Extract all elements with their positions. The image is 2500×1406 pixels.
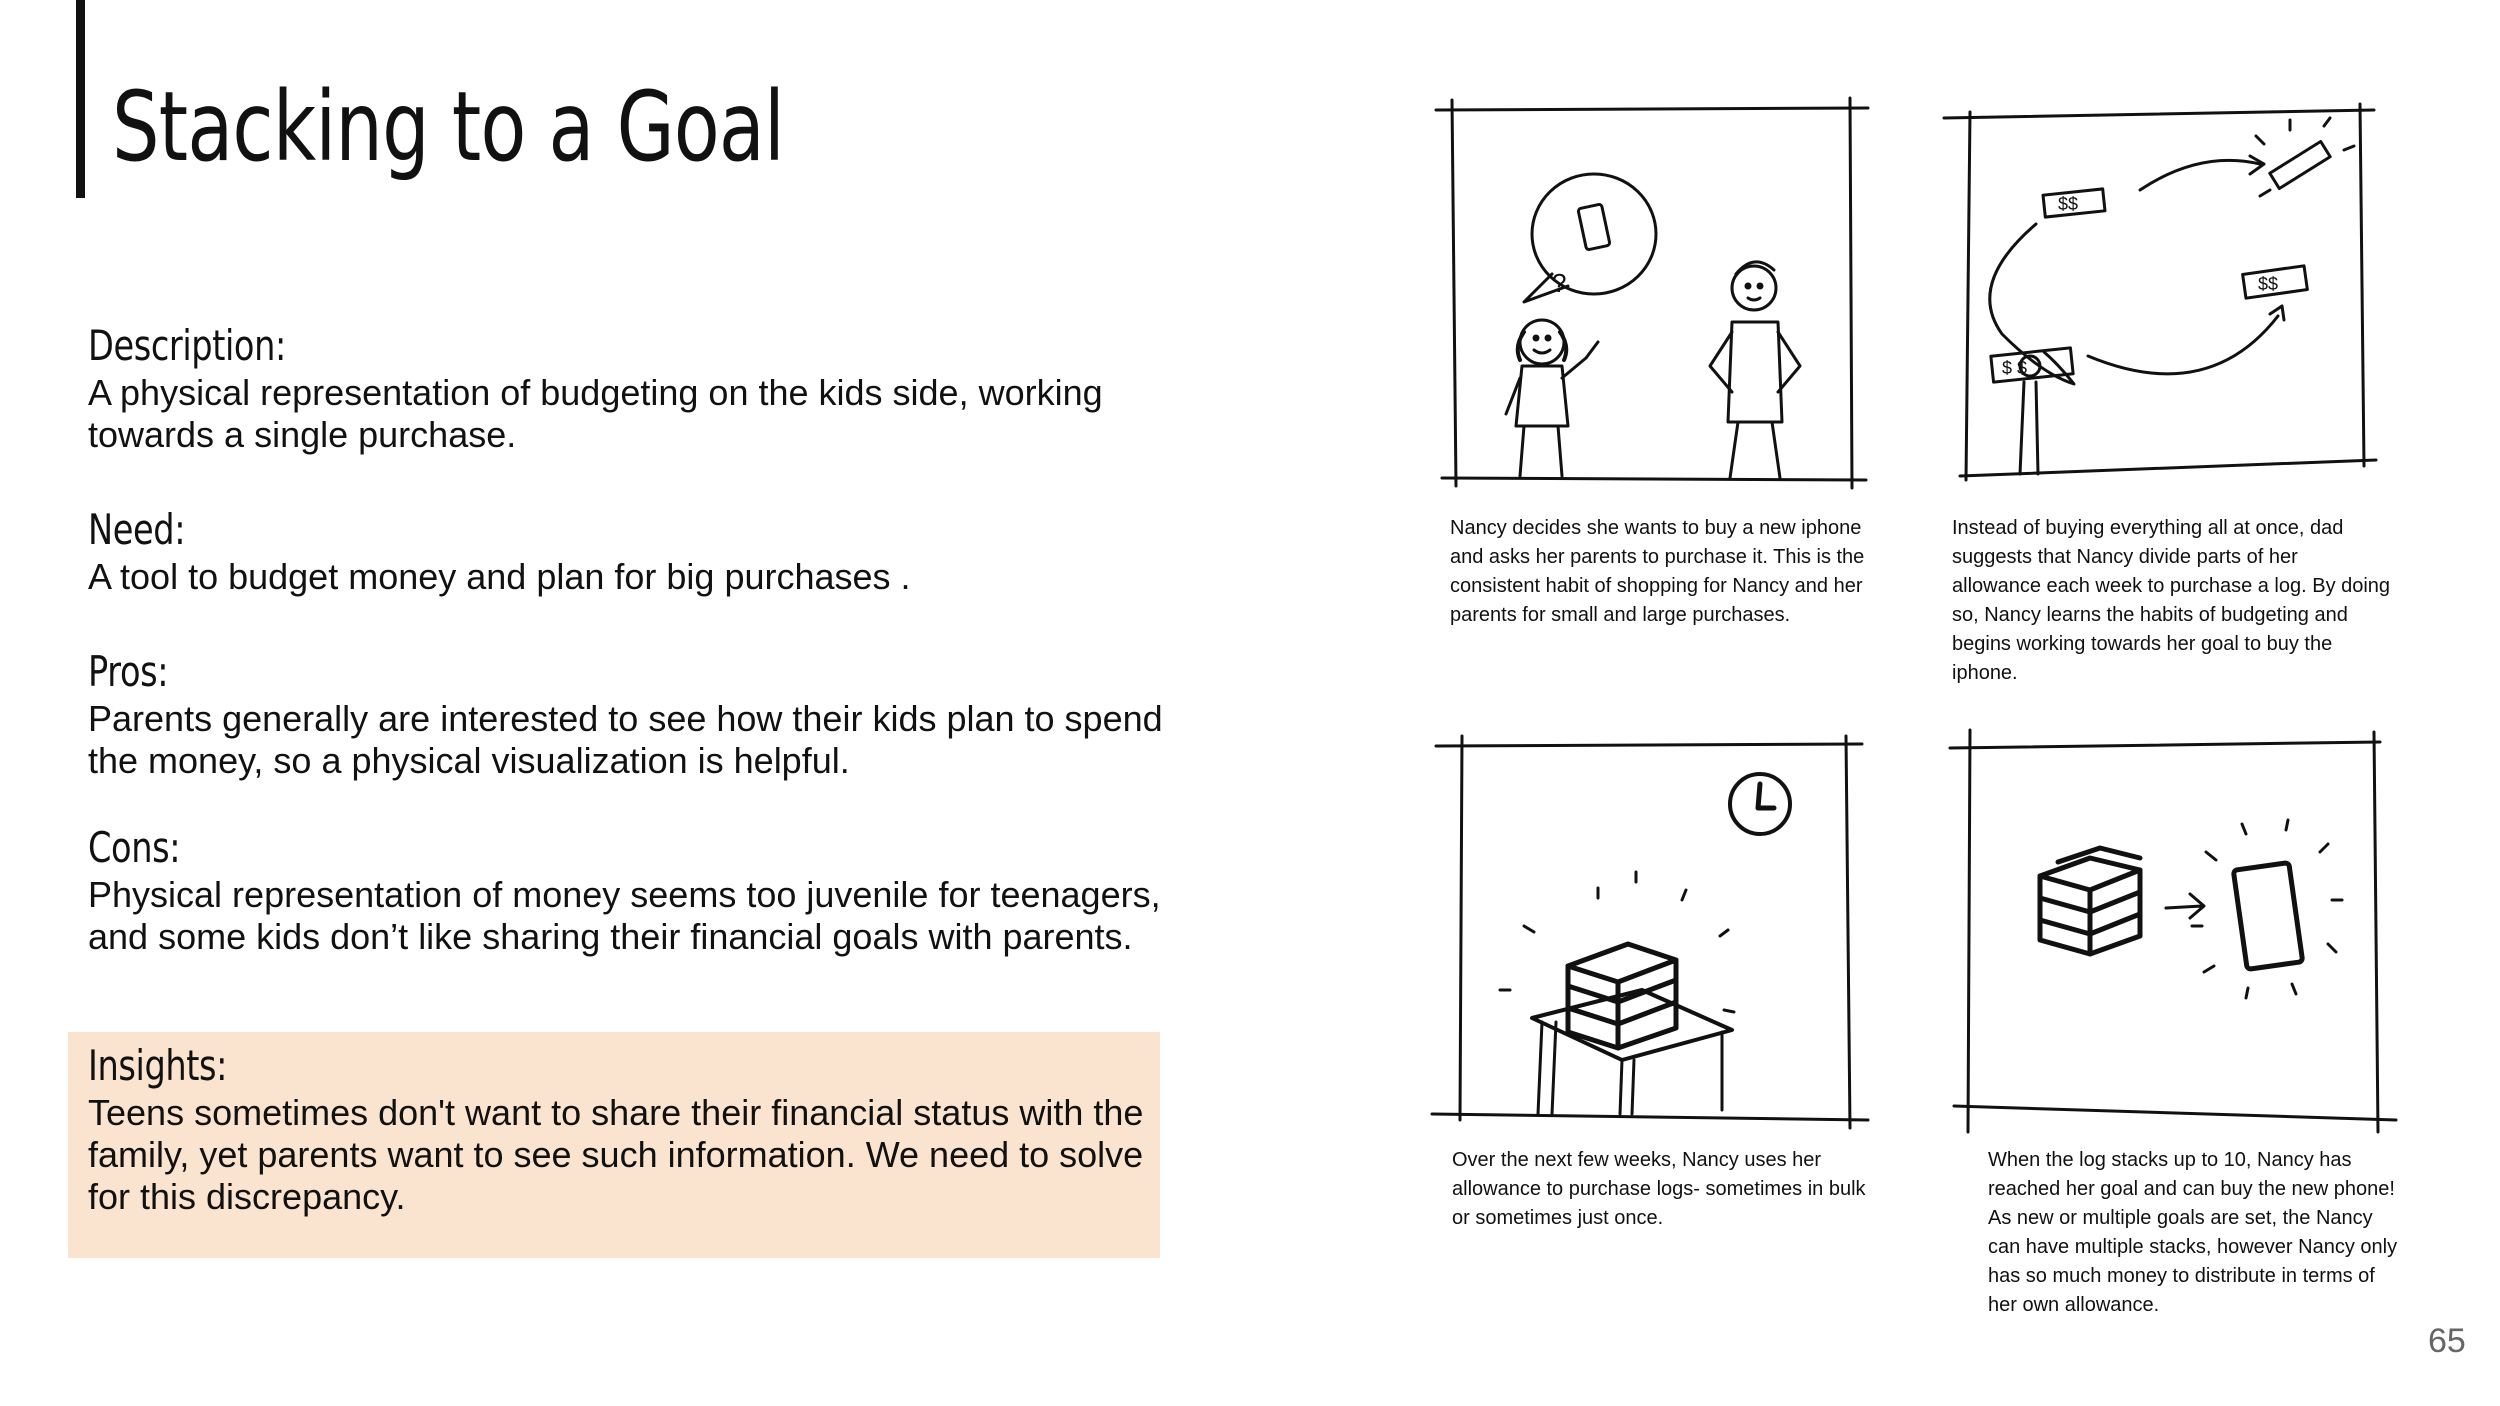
money-label-1: $$ xyxy=(2058,194,2079,214)
description-body: A physical representation of budgeting on the kids side, working towards a single purchase. xyxy=(88,372,1103,455)
storyboard-panel-3 xyxy=(1432,730,1872,1229)
slide-title: Stacking to a Goal xyxy=(112,71,785,183)
question-mark-label: ? xyxy=(1552,268,1567,298)
insights-section xyxy=(88,1042,1168,1218)
cons-section xyxy=(88,824,1168,958)
need-body: A tool to budget money and plan for big purchases . xyxy=(88,556,911,597)
storyboard-panel-2 xyxy=(1940,96,2391,684)
pros-section xyxy=(88,648,1168,782)
description-heading: Description: xyxy=(88,321,286,370)
insights-heading: Insights: xyxy=(88,1041,228,1090)
sketch-logs-on-table xyxy=(1432,730,1872,1130)
need-section xyxy=(88,506,1168,598)
money-label-3: $ $ xyxy=(2002,358,2028,378)
title-accent-bar xyxy=(76,0,85,198)
storyboard-caption-2: Instead of buying everything all at once, dad suggests that Nancy divide parts of her allowance each week to purchase a log. By doing so, Nancy learns the habits of budgeting and begins working towards her goal to buy the iphone. xyxy=(1952,517,2391,684)
storyboard-caption-3: Over the next few weeks, Nancy uses her allowance to purchase logs- sometimes in bulk or sometimes just once. xyxy=(1452,1149,1866,1229)
cons-heading: Cons: xyxy=(88,823,181,872)
page-number: 65 xyxy=(2428,1322,2466,1360)
description-section xyxy=(88,322,1168,456)
sketch-dad-divides-allowance xyxy=(1940,96,2380,496)
pros-heading: Pros: xyxy=(88,647,169,696)
money-label-2: $$ xyxy=(2258,274,2279,294)
storyboard-caption-1: Nancy decides she wants to buy a new iphone and asks her parents to purchase it. This is the consistent habit of shopping for Nancy and her parents for small and large purchases. xyxy=(1450,517,1865,626)
sketch-nancy-asks-parent xyxy=(1432,96,1872,496)
insights-body: Teens sometimes don't want to share their financial status with the family, yet parents want to see such information. We need to solve for this discrepancy. xyxy=(88,1092,1144,1217)
pros-body: Parents generally are interested to see how their kids plan to spend the money, so a physical visualization is helpful. xyxy=(88,698,1163,781)
storyboard-caption-4: When the log stacks up to 10, Nancy has reached her goal and can buy the new phone! As new or multiple goals are set, the Nancy can have multiple stacks, however Nancy only has so much money to distribute in terms of her own allowance. xyxy=(1988,1149,2398,1316)
cons-body: Physical representation of money seems too juvenile for teenagers, and some kids don’t like sharing their financial goals with parents. xyxy=(88,874,1161,957)
need-heading: Need: xyxy=(88,505,186,554)
storyboard-panel-4 xyxy=(1940,730,2400,1316)
sketch-logs-to-phone xyxy=(1940,730,2400,1130)
storyboard-panel-1 xyxy=(1432,96,1872,626)
